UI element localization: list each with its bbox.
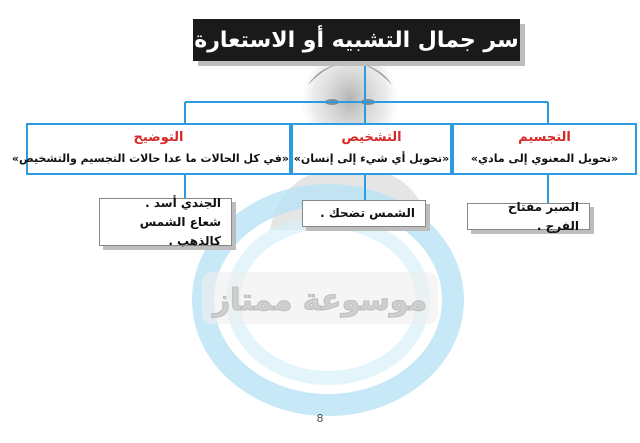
example-tawdeeh — [99, 195, 232, 248]
branch-tajseem — [452, 123, 637, 175]
branch-description: «في كل الحالات ما عدا حالات التجسيم والتشخيص» — [11, 152, 289, 165]
example-line: الصبر مفتاح الفرج . — [507, 199, 579, 233]
page-number: 8 — [316, 412, 324, 425]
example-line: الجندي أسد . — [145, 195, 221, 210]
example-tajseem — [467, 199, 590, 233]
watermark-text: موسوعة ممتاز — [212, 283, 428, 318]
example-line: شعاع الشمس كالذهب . — [139, 214, 221, 248]
branch-description: «تحويل أي شيء إلى إنسان» — [293, 152, 450, 165]
branch-title: التشخيص — [341, 130, 402, 145]
branch-tawdeeh — [11, 123, 291, 175]
branch-tashkhees — [291, 123, 452, 175]
branch-description: «تحويل المعنوي إلى مادي» — [470, 152, 619, 165]
example-tashkhees — [302, 200, 426, 227]
branch-title: التجسيم — [518, 130, 571, 145]
page-title: سر جمال التشبيه أو الاستعارة — [193, 19, 520, 61]
example-line: الشمس تضحك . — [320, 206, 415, 220]
branch-title: التوضيح — [133, 130, 184, 145]
